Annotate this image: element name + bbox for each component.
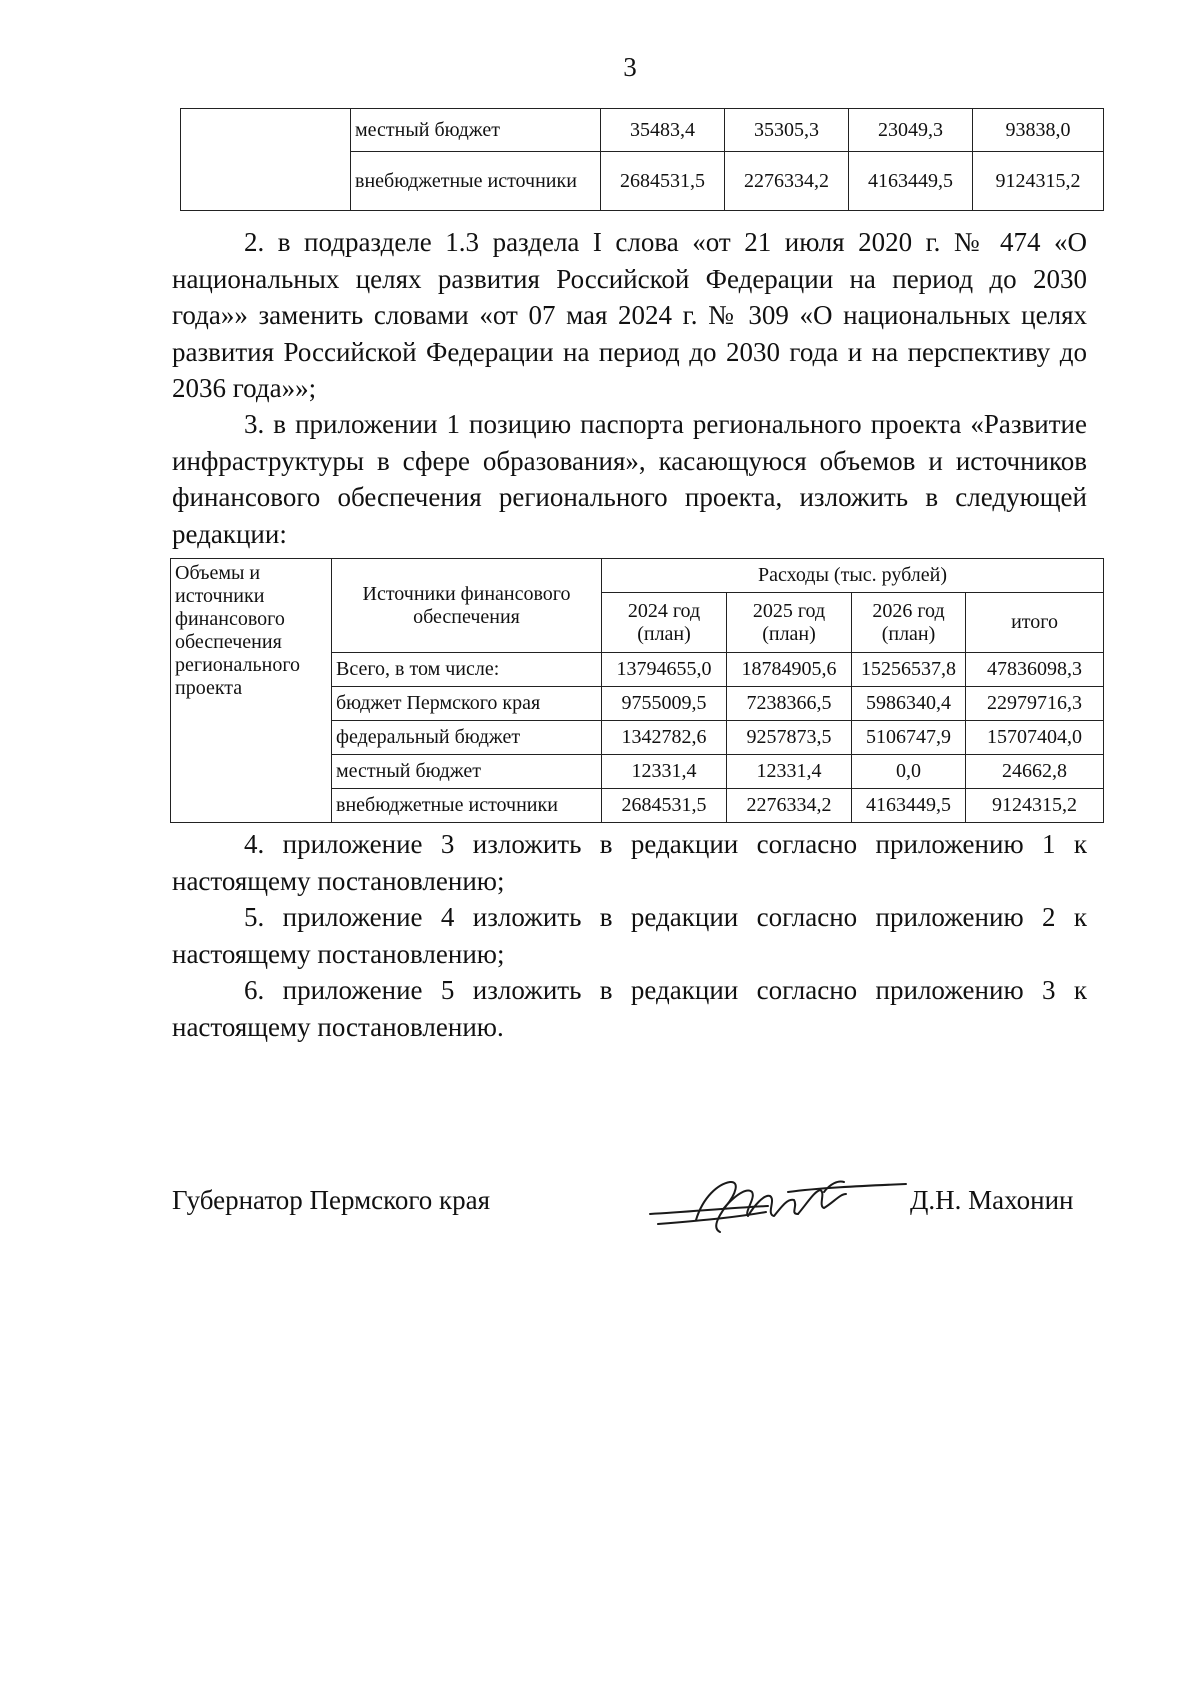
signature-icon bbox=[648, 1162, 908, 1242]
row-label: бюджет Пермского края bbox=[332, 687, 602, 721]
value-cell: 22979716,3 bbox=[966, 687, 1104, 721]
value-cell: 35305,3 bbox=[725, 109, 849, 152]
table-header-row bbox=[171, 559, 1104, 593]
value-cell: 13794655,0 bbox=[602, 653, 727, 687]
value-cell: 18784905,6 bbox=[727, 653, 852, 687]
paragraph-4: 4. приложение 3 изложить в редакции согласно приложению 1 к настоящему постановлению; bbox=[172, 829, 1087, 896]
value-cell: 2276334,2 bbox=[725, 152, 849, 211]
top-table-continuation bbox=[180, 108, 1104, 211]
value-cell: 2276334,2 bbox=[727, 789, 852, 823]
value-cell: 0,0 bbox=[852, 755, 966, 789]
value-cell: 2684531,5 bbox=[602, 789, 727, 823]
expense-header: Расходы (тыс. рублей) bbox=[602, 559, 1104, 593]
value-cell: 1342782,6 bbox=[602, 721, 727, 755]
value-cell: 2684531,5 bbox=[601, 152, 725, 211]
row-label: внебюджетные источники bbox=[332, 789, 602, 823]
column-header: 2026 год (план) bbox=[852, 593, 966, 653]
value-cell: 93838,0 bbox=[973, 109, 1104, 152]
object-label-cell: Объемы и источники финансового обеспечения регионального проекта bbox=[171, 559, 332, 823]
row-label: местный бюджет bbox=[332, 755, 602, 789]
value-cell: 23049,3 bbox=[849, 109, 973, 152]
signatory-name: Д.Н. Махонин bbox=[910, 1185, 1074, 1215]
value-cell: 9124315,2 bbox=[973, 152, 1104, 211]
row-label: федеральный бюджет bbox=[332, 721, 602, 755]
value-cell: 9124315,2 bbox=[966, 789, 1104, 823]
row-label: местный бюджет bbox=[351, 109, 601, 152]
value-cell: 24662,8 bbox=[966, 755, 1104, 789]
paragraph-2: 2. в подразделе 1.3 раздела I слова «от 21 июля 2020 г. № 474 «О национальных целях развития Российской Федерации на период до 2030 года»» заменить словами «от 07 мая 2024 г. № 309 «О национальных целях развития Российской Федерации на период до 2030 года и на перспективу до 2036 года»»; bbox=[172, 227, 1087, 403]
paragraph-3: 3. в приложении 1 позицию паспорта регионального проекта «Развитие инфраструктуры в сфере образования», касающуюся объемов и источников финансового обеспечения регионального проекта, изложить в следующей редакции: bbox=[172, 409, 1087, 549]
empty-cell bbox=[181, 109, 351, 211]
table-row bbox=[181, 109, 1104, 152]
column-header: 2024 год (план) bbox=[602, 593, 727, 653]
value-cell: 47836098,3 bbox=[966, 653, 1104, 687]
value-cell: 7238366,5 bbox=[727, 687, 852, 721]
financing-table bbox=[170, 558, 1104, 823]
value-cell: 9257873,5 bbox=[727, 721, 852, 755]
signatory-position: Губернатор Пермского края bbox=[172, 1185, 491, 1215]
value-cell: 4163449,5 bbox=[849, 152, 973, 211]
page-number: 3 bbox=[623, 52, 637, 82]
row-label: внебюджетные источники bbox=[351, 152, 601, 211]
row-label: Всего, в том числе: bbox=[332, 653, 602, 687]
source-header: Источники финансового обеспечения bbox=[332, 559, 602, 653]
column-header: итого bbox=[966, 593, 1104, 653]
paragraph-5: 5. приложение 4 изложить в редакции согласно приложению 2 к настоящему постановлению; bbox=[172, 902, 1087, 969]
value-cell: 5986340,4 bbox=[852, 687, 966, 721]
value-cell: 15707404,0 bbox=[966, 721, 1104, 755]
value-cell: 4163449,5 bbox=[852, 789, 966, 823]
column-header: 2025 год (план) bbox=[727, 593, 852, 653]
value-cell: 35483,4 bbox=[601, 109, 725, 152]
value-cell: 15256537,8 bbox=[852, 653, 966, 687]
value-cell: 9755009,5 bbox=[602, 687, 727, 721]
value-cell: 12331,4 bbox=[602, 755, 727, 789]
value-cell: 5106747,9 bbox=[852, 721, 966, 755]
paragraph-6: 6. приложение 5 изложить в редакции согласно приложению 3 к настоящему постановлению. bbox=[172, 975, 1087, 1042]
value-cell: 12331,4 bbox=[727, 755, 852, 789]
